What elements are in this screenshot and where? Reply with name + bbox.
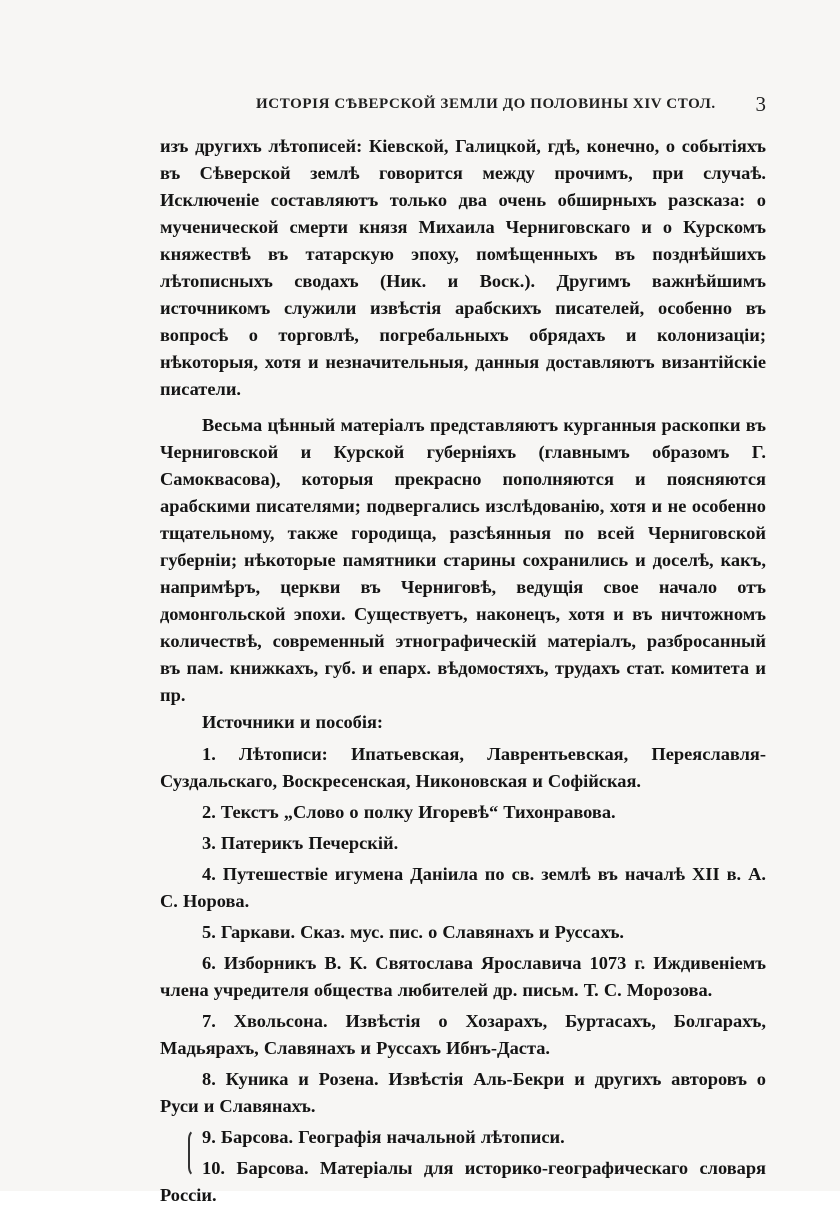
page-number: 3 <box>755 92 766 116</box>
source-item-2: 2. Текстъ „Слово о полку Игоревѣ“ Тихонравова. <box>202 802 616 822</box>
sources-heading: Источники и пособія: <box>202 712 384 732</box>
paragraph-materials: Весьма цѣнный матеріалъ представляютъ курганныя раскопки въ Черниговской и Курской губерніяхъ (главнымъ образомъ Г. Самоквасова), которыя прекрасно пополняются и поясняются арабскими писателями; подвергались изслѣдованію, хотя и не особенно тщательному, также городища, разсѣянныя по всей Черниговской губерніи; нѣкоторые памятники старины сохранились и доселѣ, какъ, напримѣръ, церкви въ Черниговѣ, ведущія свое начало отъ домонгольской эпохи. Существуетъ, наконецъ, хотя и въ ничтожномъ количествѣ, современный этнографическій матеріалъ, разбросанный въ пам. книжкахъ, губ. и епарх. вѣдомостяхъ, трудахъ стат. комитета и пр. <box>160 415 766 705</box>
source-item-4: 4. Путешествіе игумена Даніила по св. землѣ въ началѣ XII в. А. С. Норова. <box>160 864 766 911</box>
source-item-3: 3. Патерикъ Печерскій. <box>202 833 399 853</box>
source-item-5: 5. Гаркави. Сказ. мус. пис. о Славянахъ и Руссахъ. <box>202 922 625 942</box>
paragraph-continued: изъ другихъ лѣтописей: Кіевской, Галицкой, гдѣ, конечно, о событіяхъ въ Сѣверской землѣ говорится между прочимъ, при случаѣ. Исключеніе составляютъ только два очень обширныхъ разсказа: о мученической смерти князя Михаила Черниговскаго и о Курскомъ княжествѣ въ татарскую эпоху, помѣщенныхъ въ позднѣйшихъ лѣтописныхъ сводахъ (Ник. и Воск.). Другимъ важнѣйшимъ источникомъ служили извѣстія арабскихъ писателей, особенно въ вопросѣ о торговлѣ, погребальныхъ обрядахъ и колонизаціи; нѣкоторыя, хотя и незначительныя, данныя доставляютъ византійскіе писатели. <box>160 136 766 399</box>
page-header <box>160 92 766 122</box>
handwritten-bracket-mark <box>188 1129 198 1177</box>
bracketed-sources <box>160 1124 766 1209</box>
source-item-9: 9. Барсова. Географія начальной лѣтописи. <box>202 1127 565 1147</box>
page-body <box>160 133 766 1209</box>
source-item-1: 1. Лѣтописи: Ипатьевская, Лаврентьевская, Переяславля-Суздальскаго, Воскресенская, Никоновская и Софійская. <box>160 744 766 791</box>
running-title: ИСТОРІЯ СѢВЕРСКОЙ ЗЕМЛИ ДО ПОЛОВИНЫ XIV СТОЛ. <box>256 96 716 112</box>
source-item-8: 8. Куника и Розена. Извѣстія Аль-Бекри и другихъ авторовъ о Руси и Славянахъ. <box>160 1069 766 1116</box>
source-item-7: 7. Хвольсона. Извѣстія о Хозарахъ, Буртасахъ, Болгарахъ, Мадьярахъ, Славянахъ и Руссахъ Ибнъ-Даста. <box>160 1011 766 1058</box>
source-item-6: 6. Изборникъ В. К. Святослава Ярославича 1073 г. Иждивеніемъ члена учредителя общества любителей др. письм. Т. С. Морозова. <box>160 953 766 1000</box>
source-item-10: 10. Барсова. Матеріалы для историко-географическаго словаря Россіи. <box>160 1158 766 1205</box>
